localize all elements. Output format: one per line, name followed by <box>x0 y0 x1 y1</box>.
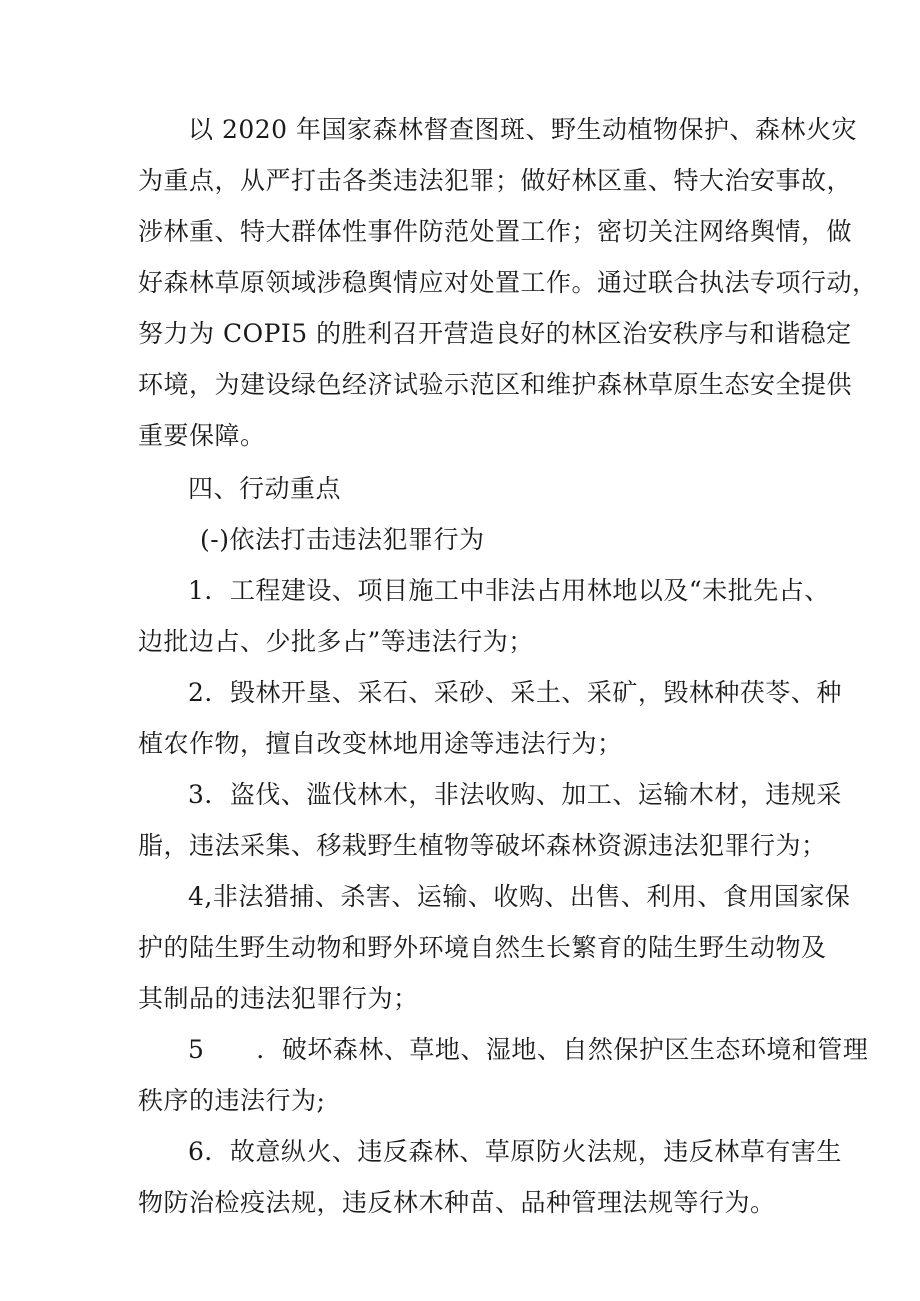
list-item-line: 边批边占、少批多占”等违法行为； <box>138 627 534 656</box>
list-item-line: 植农作物，擅自改变林地用途等违法行为； <box>138 729 623 758</box>
list-item-line: 护的陆生野生动物和野外环境自然生长繁育的陆生野生动物及 <box>138 933 827 962</box>
list-item-line: 物防治检疫法规，违反林木种苗、品种管理法规等行为。 <box>138 1188 776 1217</box>
item-text: ．破坏森林、草地、湿地、自然保护区生态环境和管理 <box>256 1035 869 1064</box>
item-number: 3 <box>188 780 205 809</box>
list-item-first-line <box>138 1126 842 1177</box>
paragraph-line: 好森林草原领域涉稳舆情应对处置工作。通过联合执法专项行动， <box>138 268 878 297</box>
list-item-first-line <box>138 667 842 718</box>
paragraph-line: 努力为 COPI5 的胜利召开营造良好的林区治安秩序与和谐稳定 <box>138 319 852 348</box>
paragraph-line: 环境，为建设绿色经济试验示范区和维护森林草原生态安全提供 <box>138 370 853 399</box>
item-text: ．故意纵火、违反森林、草原防火法规，违反林草有害生 <box>204 1137 842 1166</box>
paragraph-line: 为重点，从严打击各类违法犯罪；做好林区重、特大治安事故， <box>138 166 853 195</box>
item-number: 5 <box>188 1035 205 1064</box>
item-text: ．毁林开垦、采石、采砂、采土、采矿，毁林种茯苓、种 <box>204 678 842 707</box>
item-number: 2 <box>188 678 205 707</box>
item-text: ．盗伐、滥伐林木，非法收购、加工、运输木材，违规采 <box>204 780 842 809</box>
paragraph-line: 以 2020 年国家森林督查图斑、野生动植物保护、森林火灾 <box>188 115 858 144</box>
item-number: 1 <box>188 576 205 605</box>
item-text: ．工程建设、项目施工中非法占用林地以及“未批先占、 <box>204 576 830 605</box>
item-number: 6 <box>188 1137 205 1166</box>
list-item-line: 其制品的违法犯罪行为； <box>138 984 419 1013</box>
section-heading: 四、行动重点 <box>188 474 342 503</box>
list-item-line: 脂，违法采集、移栽野生植物等破坏森林资源违法犯罪行为； <box>138 831 827 860</box>
list-item-first-line <box>138 565 830 616</box>
list-item-line: 秩序的违法行为; <box>138 1086 326 1115</box>
list-item-first-line <box>138 1024 869 1075</box>
list-item-first-line <box>138 871 851 922</box>
item-text: 非法猎捕、杀害、运输、收购、出售、利用、食用国家保 <box>212 882 851 911</box>
paragraph-line: 涉林重、特大群体性事件防范处置工作；密切关注网络舆情，做 <box>138 217 853 246</box>
subsection-heading: (-)依法打击违法犯罪行为 <box>200 525 485 554</box>
list-item-first-line <box>138 769 842 820</box>
item-number: 4, <box>188 882 213 911</box>
paragraph-line: 重要保障。 <box>138 421 266 450</box>
document-page <box>138 104 878 1228</box>
